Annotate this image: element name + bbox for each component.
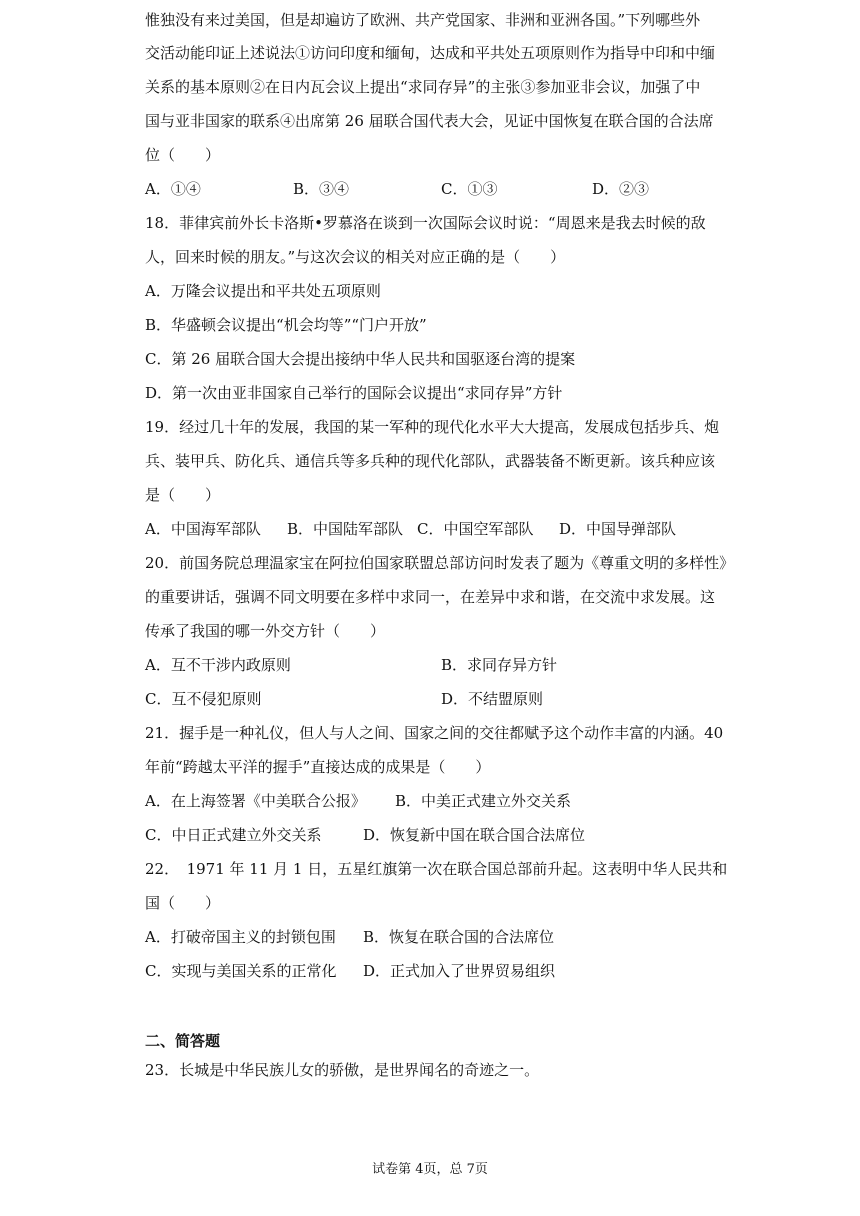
q18-option-d: D．第一次由亚非国家自己举行的国际会议提出“求同存异”方针 xyxy=(145,384,563,402)
q17-line: 惟独没有来过美国，但是却遍访了欧洲、共产党国家、非洲和亚洲各国。”下列哪些外 xyxy=(145,11,701,29)
q18-option-c: C．第 26 届联合国大会提出接纳中华人民共和国驱逐台湾的提案 xyxy=(145,350,576,368)
q18-option-b: B．华盛顿会议提出“机会均等”“门户开放” xyxy=(145,316,427,334)
q18-stem-line: 人，回来时候的朋友。”与这次会议的相关对应正确的是（ ） xyxy=(145,248,566,266)
q18-option-a: A．万隆会议提出和平共处五项原则 xyxy=(145,282,381,300)
q17-option-c: C．①③ xyxy=(441,180,498,198)
q19-option-b: B．中国陆军部队 xyxy=(287,520,404,538)
q20-option-a: A．互不干涉内政原则 xyxy=(145,656,291,674)
q22-option-a: A．打破帝国主义的封锁包围 xyxy=(145,928,336,946)
q22-option-c: C．实现与美国关系的正常化 xyxy=(145,962,337,980)
q17-line: 交活动能印证上述说法①访问印度和缅甸，达成和平共处五项原则作为指导中印和中缅 xyxy=(145,44,716,62)
q17-line: 关系的基本原则②在日内瓦会议上提出“求同存异”的主张③参加亚非会议，加强了中 xyxy=(145,78,701,96)
q20-stem-line: 20．前国务院总理温家宝在阿拉伯国家联盟总部访问时发表了题为《尊重文明的多样性》 xyxy=(145,554,735,572)
q23-stem-line: 23．长城是中华民族儿女的骄傲，是世界闻名的奇迹之一。 xyxy=(145,1061,540,1079)
q21-stem-line: 年前“跨越太平洋的握手”直接达成的成果是（ ） xyxy=(145,758,491,776)
q17-option-b: B．③④ xyxy=(293,180,350,198)
q19-stem-line: 兵、装甲兵、防化兵、通信兵等多兵种的现代化部队，武器装备不断更新。该兵种应该 xyxy=(145,452,716,470)
q20-option-d: D．不结盟原则 xyxy=(441,690,544,708)
q21-stem-line: 21．握手是一种礼仪，但人与人之间、国家之间的交往都赋予这个动作丰富的内涵。40 xyxy=(145,724,724,742)
q20-stem-line: 的重要讲话，强调不同文明要在多样中求同一，在差异中求和谐，在交流中求发展。这 xyxy=(145,588,716,606)
q22-stem-line: 22． 1971 年 11 月 1 日，五星红旗第一次在联合国总部前升起。这表明中华人民共和 xyxy=(145,860,728,878)
q18-stem-line: 18．菲律宾前外长卡洛斯•罗慕洛在谈到一次国际会议时说：“周恩来是我去时候的敌 xyxy=(145,214,706,232)
q22-option-b: B．恢复在联合国的合法席位 xyxy=(363,928,555,946)
q17-option-a: A．①④ xyxy=(145,180,201,198)
q22-option-d: D．正式加入了世界贸易组织 xyxy=(363,962,556,980)
q21-option-c: C．中日正式建立外交关系 xyxy=(145,826,322,844)
page-footer: 试卷第 4页，总 7页 xyxy=(372,1162,488,1177)
q17-line: 国与亚非国家的联系④出席第 26 届联合国代表大会，见证中国恢复在联合国的合法席 xyxy=(145,112,714,130)
q19-stem-line: 19．经过几十年的发展，我国的某一军种的现代化水平大大提高，发展成包括步兵、炮 xyxy=(145,418,720,436)
q22-stem-line: 国（ ） xyxy=(145,894,221,912)
section-heading: 二、简答题 xyxy=(145,1032,221,1050)
q19-option-d: D．中国导弹部队 xyxy=(559,520,677,538)
q17-option-d: D．②③ xyxy=(592,180,650,198)
q17-line: 位（ ） xyxy=(145,146,221,164)
q20-stem-line: 传承了我国的哪一外交方针（ ） xyxy=(145,622,386,640)
q19-option-a: A．中国海军部队 xyxy=(145,520,261,538)
q21-option-d: D．恢复新中国在联合国合法席位 xyxy=(363,826,586,844)
q19-option-c: C．中国空军部队 xyxy=(417,520,534,538)
q21-option-b: B．中美正式建立外交关系 xyxy=(395,792,572,810)
q20-option-c: C．互不侵犯原则 xyxy=(145,690,262,708)
q20-option-b: B．求同存异方针 xyxy=(441,656,558,674)
q21-option-a: A．在上海签署《中美联合公报》 xyxy=(145,792,366,810)
q19-stem-line: 是（ ） xyxy=(145,486,221,504)
